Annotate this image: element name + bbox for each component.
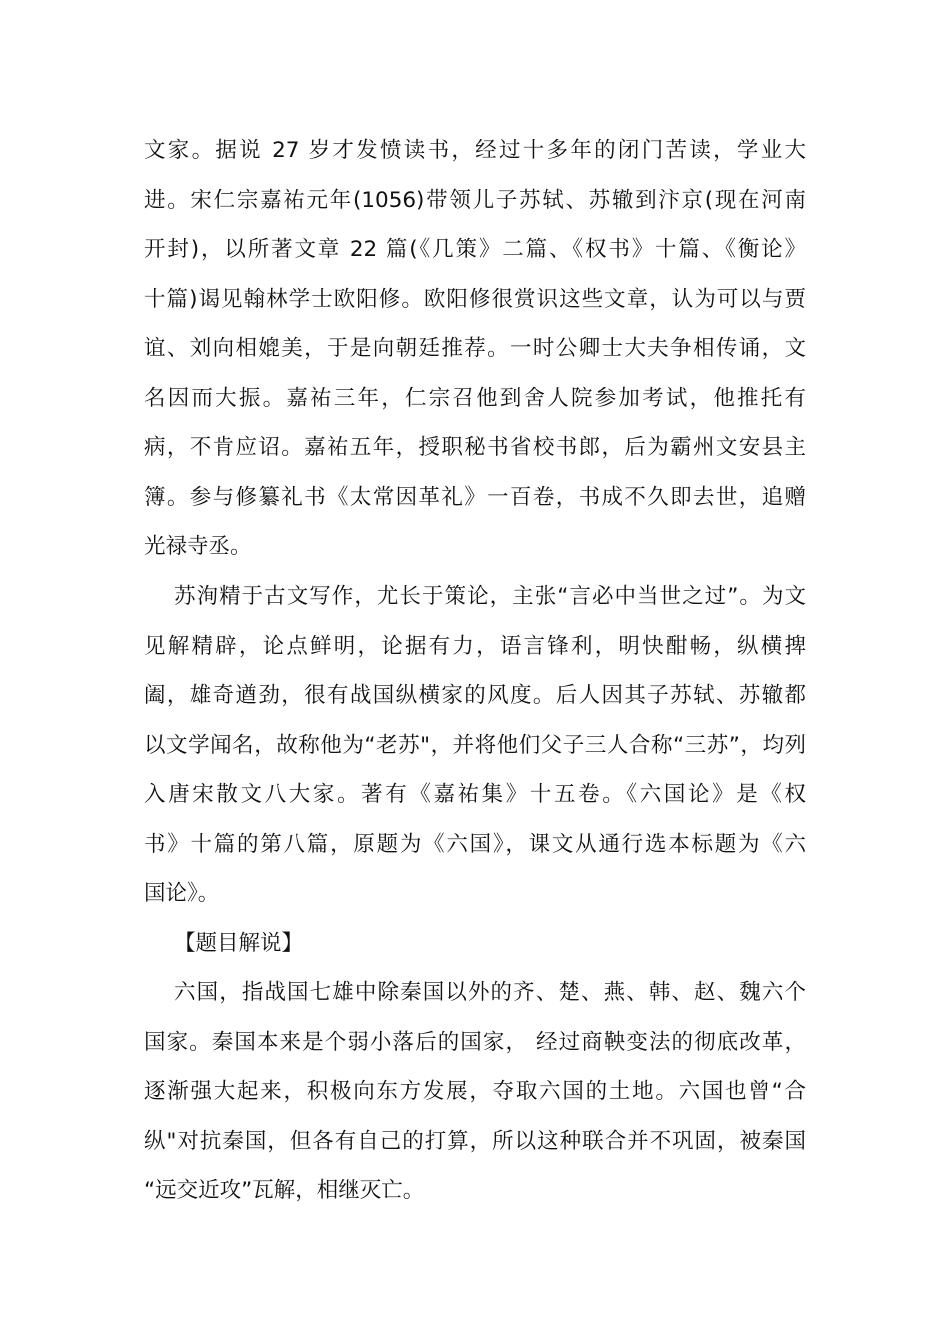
text-line: 谊、刘向相媲美，于是向朝廷推荐。一时公卿士大夫争相传诵，文 — [144, 336, 806, 361]
text-line: 阖，雄奇遒劲，很有战国纵横家的风度。后人因其子苏轼、苏辙都 — [144, 683, 806, 708]
topic-explanation-paragraph — [144, 968, 806, 1216]
writing-style-paragraph — [144, 572, 806, 919]
text-line: 书》十篇的第八篇，原题为《六国》，课文从通行选本标题为《六 — [144, 831, 806, 857]
text-line: 以文学闻名，故称他为“老苏"，并将他们父子三人合称“三苏”，均列 — [144, 732, 806, 758]
text-line: 国家。秦国本来是个弱小落后的国家， 经过商鞅变法的彻底改革， — [144, 1029, 806, 1055]
text-line: 苏洵精于古文写作，尤长于策论，主张“言必中当世之过”。为文 — [174, 584, 806, 609]
text-line: 十篇)谒见翰林学士欧阳修。欧阳修很赏识这些文章，认为可以与贾 — [144, 286, 806, 312]
section-heading: 【题目解说】 — [174, 931, 304, 956]
text-line: 国论》。 — [144, 881, 220, 906]
text-line: 纵"对抗秦国，但各有自己的打算，所以这种联合并不巩固，被秦国 — [144, 1128, 806, 1154]
text-line: 光禄寺丞。 — [144, 534, 252, 559]
text-line: “远交近攻”瓦解，相继灭亡。 — [144, 1178, 425, 1203]
text-line: 簿。参与修纂礼书《太常因革礼》一百卷，书成不久即去世，追赠 — [144, 484, 806, 510]
text-line: 入唐宋散文八大家。著有《嘉祐集》十五卷。《六国论》是《权 — [144, 782, 806, 807]
section-heading-block — [144, 919, 806, 969]
text-line: 六国，指战国七雄中除秦国以外的齐、楚、燕、韩、赵、魏六个 — [174, 980, 806, 1005]
text-line: 名因而大振。嘉祐三年，仁宗召他到舍人院参加考试，他推托有 — [144, 385, 806, 411]
text-line: 进。宋仁宗嘉祐元年(1056)带领儿子苏轼、苏辙到汴京(现在河南 — [144, 187, 806, 213]
text-line: 病，不肯应诏。嘉祐五年，授职秘书省校书郎，后为霸州文安县主 — [144, 435, 806, 460]
text-line: 逐渐强大起来，积极向东方发展，夺取六国的土地。六国也曾“合 — [144, 1079, 806, 1104]
biography-paragraph — [144, 126, 806, 572]
text-line: 见解精辟，论点鲜明，论据有力，语言锋利，明快酣畅，纵横捭 — [144, 633, 806, 659]
text-line: 开封)，以所著文章 22 篇(《几策》二篇、《权书》十篇、《衡论》 — [144, 237, 806, 262]
text-line: 文家。据说 27 岁才发愤读书，经过十多年的闭门苦读，学业大 — [144, 138, 806, 163]
